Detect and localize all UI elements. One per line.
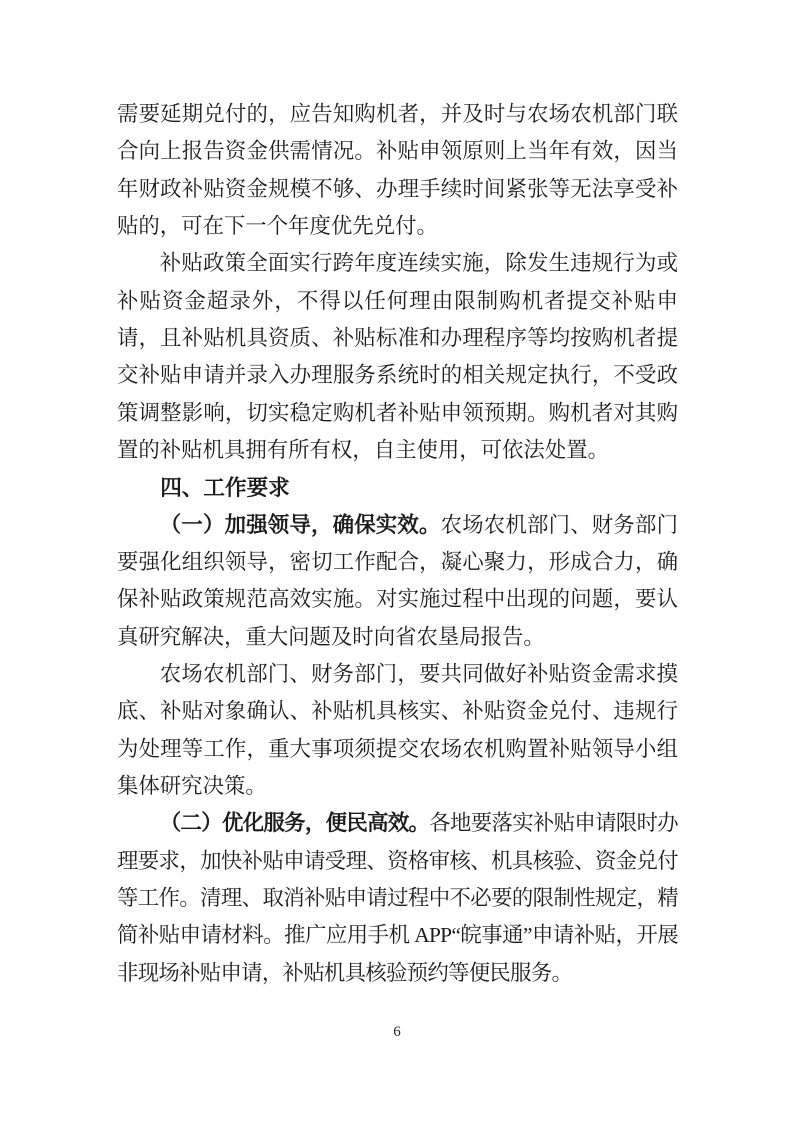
paragraph bbox=[117, 656, 678, 805]
paragraph bbox=[117, 507, 678, 656]
paragraph bbox=[117, 245, 678, 469]
page-body bbox=[117, 96, 678, 992]
paragraph-text: 农场农机部门、财务部门，要共同做好补贴资金需求摸底、补贴对象确认、补贴机具核实、补贴资金兑付、违规行为处理等工作，重大事项须提交农场农机购置补贴领导小组集体研究决策。 bbox=[117, 661, 678, 798]
paragraph-text: 各地要落实补贴申请限时办理要求，加快补贴申请受理、资格审核、机具核验、资金兑付等工作。清理、取消补贴申请过程中不必要的限制性规定，精简补贴申请材料。推广应用手机 APP“皖事通”申请补贴，开展非现场补贴申请，补贴机具核验预约等便民服务。 bbox=[117, 811, 678, 985]
paragraph-text: 需要延期兑付的，应告知购机者，并及时与农场农机部门联合向上报告资金供需情况。补贴申领原则上当年有效，因当年财政补贴资金规模不够、办理手续时间紧张等无法享受补贴的，可在下一个年度优先兑付。 bbox=[117, 102, 678, 238]
paragraph-lead-bold: （二）优化服务，便民高效。 bbox=[159, 811, 430, 836]
page-number: 6 bbox=[393, 1024, 401, 1040]
paragraph-lead-bold: （一）加强领导，确保实效。 bbox=[159, 512, 441, 537]
paragraph-text: 农场农机部门、财务部门要强化组织领导，密切工作配合，凝心聚力，形成合力，确保补贴政策规范高效实施。对实施过程中出现的问题，要认真研究解决，重大问题及时向省农垦局报告。 bbox=[117, 512, 678, 649]
section-heading: 四、工作要求 bbox=[160, 475, 290, 501]
paragraph-text: 补贴政策全面实行跨年度连续实施，除发生违规行为或补贴资金超录外，不得以任何理由限制购机者提交补贴申请，且补贴机具资质、补贴标准和办理程序等均按购机者提交补贴申请并录入办理服务系统时的相关规定执行，不受政策调整影响，切实稳定购机者补贴申领预期。购机者对其购置的补贴机具拥有所有权，自主使用，可依法处置。 bbox=[117, 251, 678, 462]
paragraph-continuation bbox=[117, 96, 678, 245]
paragraph bbox=[117, 805, 678, 992]
